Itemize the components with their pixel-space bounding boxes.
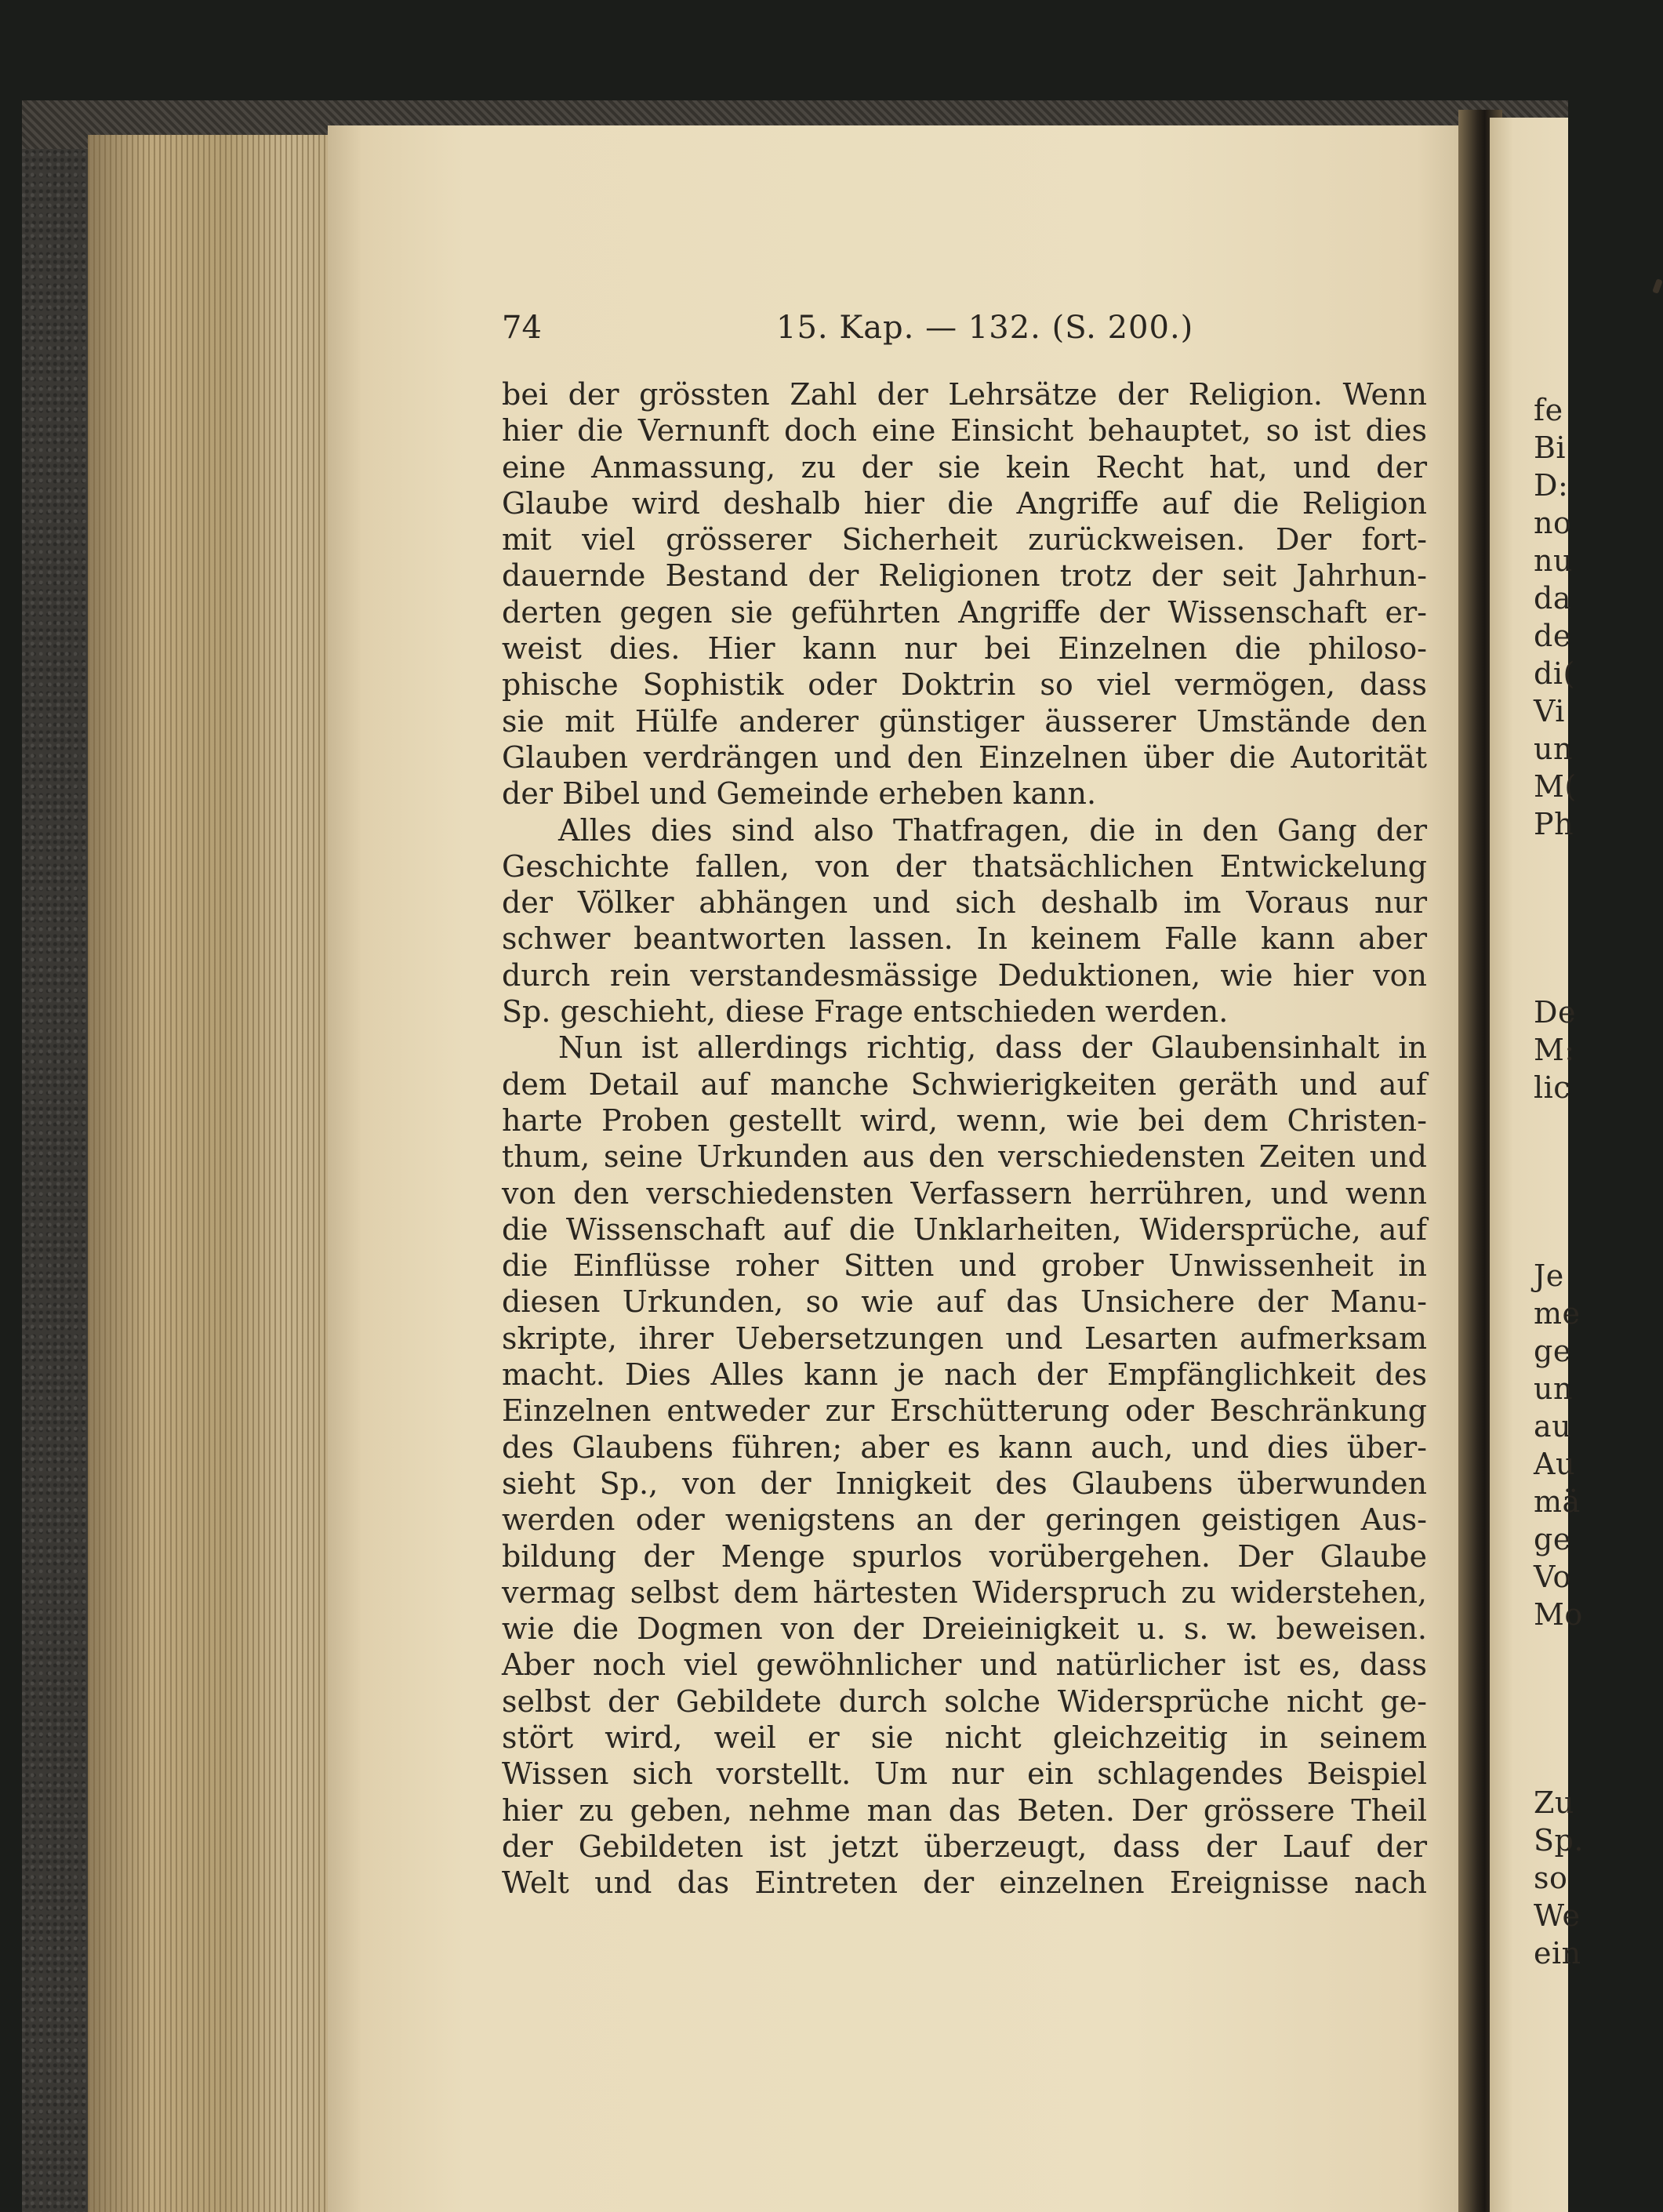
next-page-text-fragment: M( [1534,769,1577,804]
text-line: mit viel grösserer Sicherheit zurückweisen. Der fort- [502,522,1427,558]
text-line: Aber noch viel gewöhnlicher und natürlicher ist es, dass [502,1647,1427,1683]
text-line: sieht Sp., von der Innigkeit des Glaubens überwunden [502,1466,1427,1501]
text-line: Sp. geschieht, diese Frage entschieden werden. [502,994,1229,1030]
text-line: Welt und das Eintreten der einzelnen Ereignisse nach [502,1865,1427,1901]
text-line: diesen Urkunden, so wie auf das Unsichere der Manu- [502,1284,1427,1320]
next-page-text-fragment: Vo [1534,1560,1571,1594]
next-page-text-fragment: Je [1534,1259,1564,1293]
text-line: Einzelnen entweder zur Erschütterung oder Beschränkung [502,1393,1427,1429]
text-line: der Völker abhängen und sich deshalb im Voraus nur [502,885,1427,921]
next-page-text-fragment: fe [1534,393,1563,427]
next-page-text-fragment: so [1534,1861,1568,1895]
text-line: sie mit Hülfe anderer günstiger äusserer Umstände den [502,703,1427,739]
ink-mark [1652,278,1663,294]
next-page-text-fragment: ge [1534,1334,1571,1368]
text-line: durch rein verstandesmässige Deduktionen, wie hier von [502,957,1427,993]
text-line: dem Detail auf manche Schwierigkeiten geräth und auf [502,1066,1427,1102]
text-line: Wissen sich vorstellt. Um nur ein schlagendes Beispiel [502,1756,1427,1792]
next-page-text-fragment: de [1534,619,1571,653]
next-page-text-fragment: lic [1534,1070,1571,1105]
next-page-text-fragment: Au [1534,1447,1575,1481]
right-page-fragment [1490,118,1584,2212]
next-page-text-fragment: da [1534,581,1571,616]
next-page-text-fragment: Vi [1534,694,1565,728]
next-page-text-fragment: De [1534,995,1576,1030]
text-line: von den verschiedensten Verfassern herrühren, und wenn [502,1175,1427,1211]
text-line: des Glaubens führen; aber es kann auch, und dies über- [502,1429,1427,1465]
next-page-text-fragment: nu [1534,543,1573,578]
page-number: 74 [502,310,542,346]
text-line: der Gebildeten ist jetzt überzeugt, dass der Lauf der [502,1829,1427,1864]
next-page-text-fragment: di( [1534,656,1575,691]
next-page-text-fragment: We [1534,1898,1581,1933]
text-line: die Wissenschaft auf die Unklarheiten, Widersprüche, auf [502,1211,1427,1247]
next-page-text-fragment: Zu [1534,1785,1574,1820]
next-page-text-fragment: Sp. [1534,1823,1584,1858]
text-line: Geschichte fallen, von der thatsächlichen Entwickelung [502,848,1427,884]
text-line: phische Sophistik oder Doktrin so viel vermögen, dass [502,667,1427,703]
text-line: der Bibel und Gemeinde erheben kann. [502,776,1097,812]
next-page-text-fragment: Ph [1534,807,1574,841]
text-line: Alles dies sind also Thatfragen, die in den Gang der [558,812,1427,848]
next-page-text-fragment: D: [1534,468,1569,503]
text-line: macht. Dies Alles kann je nach der Empfänglichkeit des [502,1357,1427,1393]
text-line: werden oder wenigstens an der geringen geistigen Aus- [502,1502,1427,1538]
text-line: die Einflüsse roher Sitten und grober Unwissenheit in [502,1248,1427,1284]
text-line: selbst der Gebildete durch solche Widersprüche nicht ge- [502,1684,1427,1719]
text-line: derten gegen sie geführten Angriffe der Wissenschaft er- [502,594,1427,630]
text-line: Glaube wird deshalb hier die Angriffe auf die Religion [502,485,1427,521]
text-line: bildung der Menge spurlos vorübergehen. Der Glaube [502,1538,1427,1574]
text-line: vermag selbst dem härtesten Widerspruch zu widerstehen, [502,1575,1427,1610]
text-line: bei der grössten Zahl der Lehrsätze der Religion. Wenn [502,377,1427,412]
running-title: 15. Kap. — 132. (S. 200.) [776,310,1194,346]
text-line: schwer beantworten lassen. In keinem Falle kann aber [502,921,1427,957]
next-page-text-fragment: me [1534,1296,1581,1331]
text-line: Glauben verdrängen und den Einzelnen über die Autorität [502,739,1427,775]
next-page-text-fragment: Bi [1534,430,1567,465]
text-line: skripte, ihrer Uebersetzungen und Lesarten aufmerksam [502,1320,1427,1356]
next-page-text-fragment: au [1534,1409,1572,1444]
next-page-text-fragment: mä [1534,1484,1581,1519]
page-edges [88,135,336,2212]
next-page-text-fragment: no [1534,506,1572,540]
page-header [502,306,1427,350]
text-line: hier die Vernunft doch eine Einsicht behauptet, so ist dies [502,413,1427,449]
text-line: thum, seine Urkunden aus den verschiedensten Zeiten und [502,1139,1427,1175]
text-line: stört wird, weil er sie nicht gleichzeitig in seinem [502,1720,1427,1755]
text-line: harte Proben gestellt wird, wenn, wie bei dem Christen- [502,1102,1427,1138]
next-page-text-fragment: un [1534,1371,1573,1406]
next-page-text-fragment: M: [1534,1033,1575,1067]
body-text [502,376,1427,1901]
next-page-text-fragment: un [1534,732,1573,766]
text-line: weist dies. Hier kann nur bei Einzelnen die philoso- [502,631,1427,667]
text-line: dauernde Bestand der Religionen trotz der seit Jahrhun- [502,558,1427,594]
text-line: Nun ist allerdings richtig, dass der Glaubensinhalt in [558,1030,1427,1066]
next-page-text-fragment: ein [1534,1936,1581,1970]
text-line: eine Anmassung, zu der sie kein Recht hat, und der [502,449,1427,485]
next-page-text-fragment: ge [1534,1522,1571,1556]
next-page-text-fragment: Mo [1534,1597,1583,1632]
text-line: wie die Dogmen von der Dreieinigkeit u. s. w. beweisen. [502,1611,1427,1647]
text-line: hier zu geben, nehme man das Beten. Der grössere Theil [502,1792,1427,1828]
